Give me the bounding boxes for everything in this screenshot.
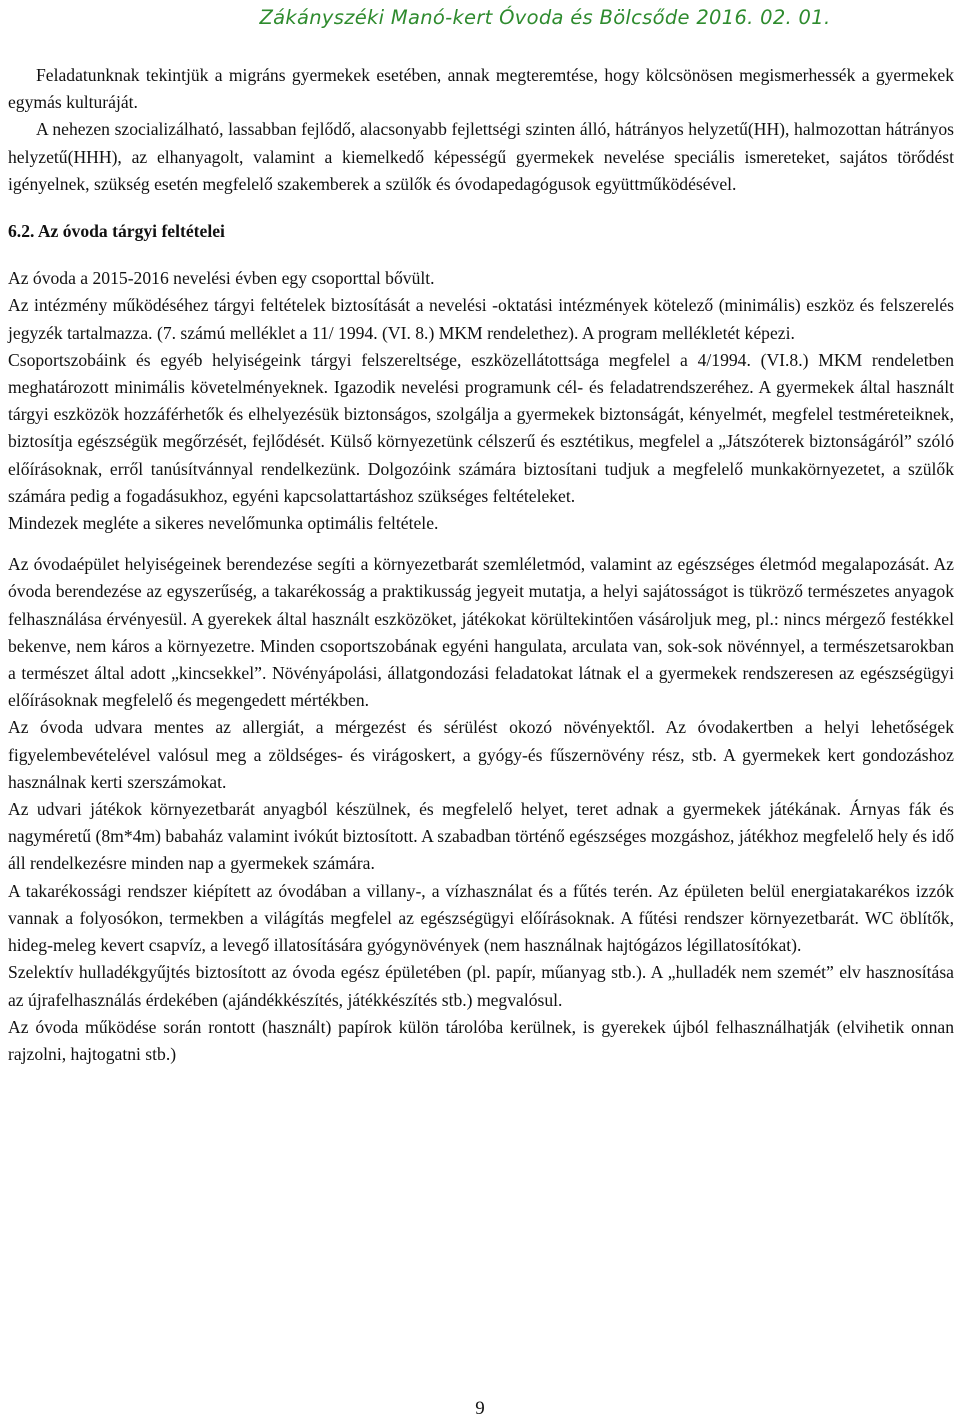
paragraph-expansion: Az óvoda a 2015-2016 nevelési évben egy csoporttal bővült.	[8, 268, 435, 289]
paragraph-playground: Az udvari játékok környezetbarát anyagból készülnek, és megfelelő helyet, teret adnak a gyermekek játékának. Árnyas fák és nagyméretű (8m*4m) babaház valamint ivókút biztosított. A szabadban történő egészséges mozgáshoz, játékhoz megfelelő hely és idő áll rendelkezésre minden nap a gyermekek számára.	[8, 799, 954, 874]
page-header: Zákányszéki Manó-kert Óvoda és Bölcsőde 2016. 02. 01.	[259, 6, 831, 29]
intro-paragraph-1: Feladatunknak tekintjük a migráns gyermekek esetében, annak megteremtése, hogy kölcsönösen megismerhessék a gyermekek egymás kulturáját.	[8, 65, 954, 113]
intro-paragraph-2: A nehezen szocializálható, lassabban fejlődő, alacsonyabb fejlettségi szinten álló, hátrányos helyzetű(HH), halmozottan hátrányos helyzetű(HHH), az elhanyagolt, valamint a kiemelkedő képességű gyermekek nevelése speciális ismereteket, sajátos törődést igényelnek, szükség esetén megfelelő szakemberek a szülők és óvodapedagógusok együttműködésével.	[8, 119, 954, 194]
page-number: 9	[475, 1398, 485, 1419]
paragraph-summary: Mindezek megléte a sikeres nevelőmunka optimális feltétele.	[8, 513, 439, 534]
paragraph-recycling: Szelektív hulladékgyűjtés biztosított az óvoda egész épületében (pl. papír, műanyag stb.). A „hulladék nem szemét” elv hasznosítása az újrafelhasználás érdekében (ajándékkészítés, játékkészítés stb.) megvalósul.	[8, 962, 954, 1010]
paragraph-legal-basis: Az intézmény működéséhez tárgyi feltételek biztosítását a nevelési -oktatási intézmények kötelező (minimális) eszköz és felszerelés jegyzék tartalmazza. (7. számú melléklet a 11/ 1994. (VI. 8.) MKM rendelethez). A program mellékletét képezi.	[8, 295, 954, 343]
section-heading: 6.2. Az óvoda tárgyi feltételei	[8, 221, 225, 242]
paragraph-paper-reuse: Az óvoda működése során rontott (használt) papírok külön tárolóba kerülnek, is gyerekek újból felhasználhatják (elvihetik onnan rajzolni, hajtogatni stb.)	[8, 1016, 954, 1064]
paragraph-equipment: Csoportszobáink és egyéb helyiségeink tárgyi felszereltsége, eszközellátottsága megfelel a 4/1994. (VI.8.) MKM rendeletben meghatározott minimális követelményeknek. Igazodik nevelési programunk cél- és feladatrendszeréhez. A gyermekek által használt tárgyi eszközök hozzáférhetők és elhelyezésük biztonságos, szolgálja a gyermekek biztonságát, kényelmét, megfelel testméreteiknek, biztosítja egészségük megőrzését, fejlődését. Külső környezetünk célszerű és esztétikus, megfelel a „Játszóterek biztonságáról” szóló előírásoknak, erről tanúsítvánnyal rendelkezünk. Dolgozóink számára biztosítani tudjuk a megfelelő munkakörnyezetet, a szülők számára pedig a fogadásukhoz, egyéni kapcsolattartáshoz szükséges feltételeket.	[8, 349, 954, 506]
paragraph-furnishing: Az óvodaépület helyiségeinek berendezése segíti a környezetbarát szemléletmód, valamint az egészséges életmód megalapozását. Az óvoda berendezése az egyszerűség, a takarékosság a praktikusság jegyeit mutatja, a helyi sajátosságot is tükröző természetes anyagok felhasználása érvényesül. A gyerekek által használt eszközöket, játékokat körültekintően vásároljuk meg, pl.: nincs mérgező festékkel bekenve, nem káros a környezetre. Minden csoportszobának egyéni hangulata, arculata van, sok-sok növénnyel, a természetsarokban a természet által adott „kincsekkel”. Növényápolási, állatgondozási feladatokat látnak el a gyermekek rendszeresen az egészségügyi előírásoknak megfelelő és megengedett mértékben.	[8, 554, 954, 711]
paragraph-garden: Az óvoda udvara mentes az allergiát, a mérgezést és sérülést okozó növényektől. Az óvodakertben a helyi lehetőségek figyelembevételével valósul meg a zöldséges- és virágoskert, a gyógy-és fűszernövény rész, stb. A gyermekek kert gondozáshoz használnak kerti szerszámokat.	[8, 717, 954, 792]
document-body	[8, 62, 954, 1068]
paragraph-energy-saving: A takarékossági rendszer kiépített az óvodában a villany-, a vízhasználat és a fűtés terén. Az épületen belül energiatakarékos izzók vannak a folyosókon, termekben a világítás megfelel az egészségügyi előírásoknak. A fűtési rendszer környezetbarát. WC öblítők, hideg-meleg kevert csapvíz, a levegő illatosítására gyógynövények (nem használnak hajtógázos légillatosítókat).	[8, 880, 954, 956]
